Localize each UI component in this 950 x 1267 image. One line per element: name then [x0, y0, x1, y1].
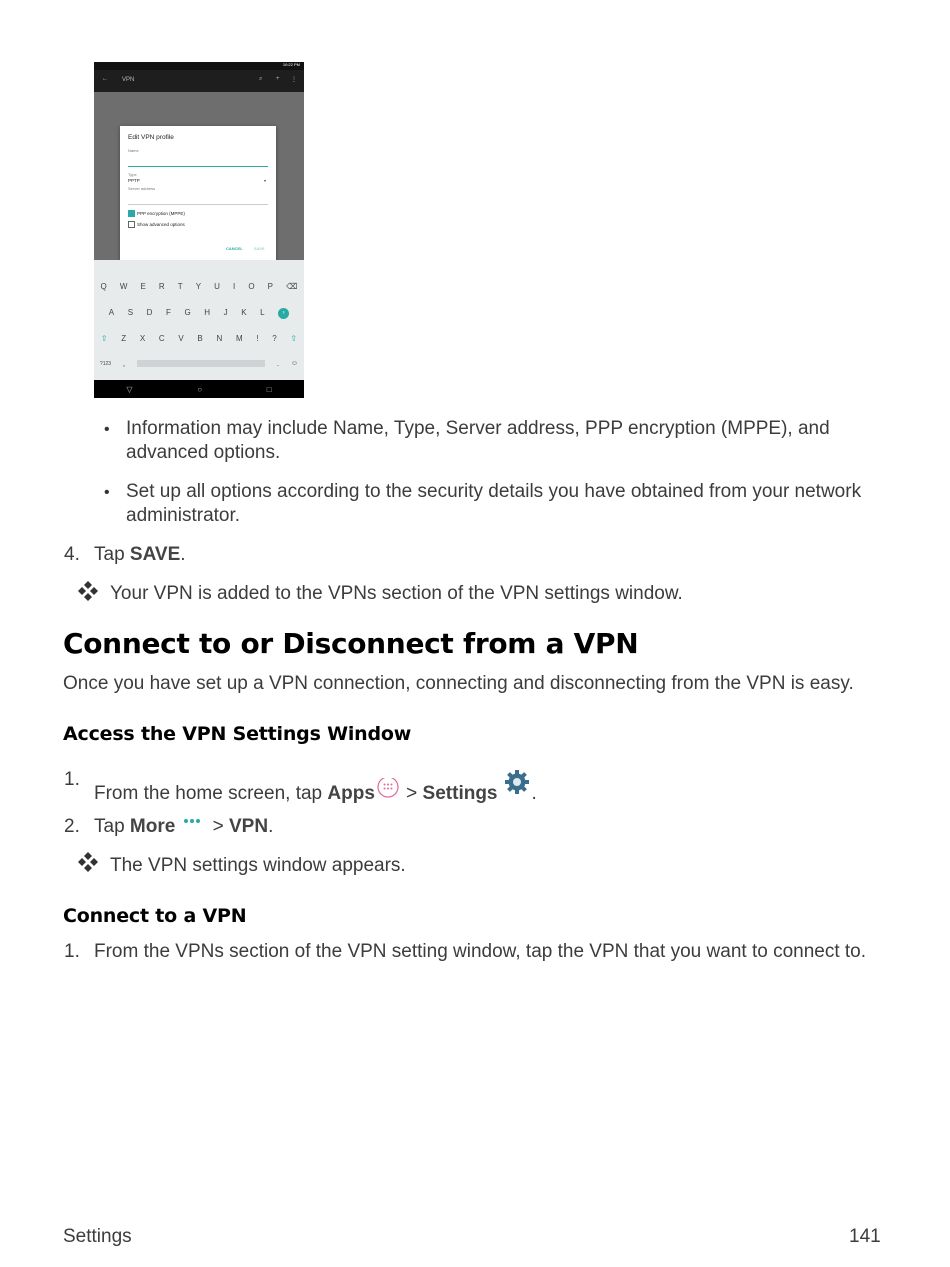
subsection-title-connect: Connect to a VPN — [63, 905, 247, 927]
key: Y — [195, 282, 202, 291]
result-1-text: Your VPN is added to the VPNs section of the VPN settings window. — [110, 583, 683, 604]
connect-step-1-text: From the VPNs section of the VPN setting window, tap the VPN that you want to connect to. — [94, 941, 867, 962]
keyboard-row-3 — [94, 334, 304, 343]
apps-label: Apps — [327, 783, 375, 804]
step-2-post: . — [268, 816, 274, 837]
key: A — [108, 308, 115, 317]
save-button: SAVE — [254, 246, 265, 251]
name-label: Name — [128, 148, 139, 153]
edit-vpn-dialog — [120, 126, 276, 262]
section-title: Connect to or Disconnect from a VPN — [63, 627, 639, 660]
recents-icon: □ — [266, 384, 272, 394]
step-2-sep: > — [207, 816, 229, 837]
key: W — [119, 282, 128, 291]
keyboard-row-2 — [94, 308, 304, 319]
shift-icon: ⇧ — [100, 334, 108, 343]
key: S — [127, 308, 134, 317]
bullet-1-line-1: Information may include Name, Type, Server address, PPP encryption (MPPE), and — [126, 418, 830, 439]
key: V — [178, 334, 184, 343]
subsection-title-access: Access the VPN Settings Window — [63, 723, 412, 745]
ppp-label: PPP encryption (MPPE) — [137, 211, 185, 216]
backspace-icon: ⌫ — [286, 282, 298, 291]
apps-icon — [377, 778, 399, 800]
cancel-button: CANCEL — [226, 246, 243, 251]
step-1-text — [94, 769, 537, 806]
settings-label: Settings — [422, 783, 498, 804]
key: Q — [100, 282, 107, 291]
bullet-2-line-1: Set up all options according to the security details you have obtained from your network — [126, 481, 862, 502]
step-1-sep: > — [400, 783, 423, 804]
bullet-1-line-2: advanced options. — [126, 442, 281, 463]
name-field — [128, 166, 268, 167]
key: I — [233, 282, 236, 291]
step-1-post: . — [531, 783, 537, 804]
intro-text: Once you have set up a VPN connection, connecting and disconnecting from the VPN is easy. — [63, 673, 854, 694]
app-bar-title: VPN — [122, 77, 135, 83]
home-icon: ○ — [197, 384, 203, 394]
step-number: 4. — [64, 544, 80, 565]
server-label: Server address — [128, 186, 156, 191]
vpn-label: VPN — [228, 816, 269, 837]
type-value: PPTP — [128, 178, 140, 183]
overflow-icon: ⋮ — [291, 77, 297, 83]
step-2-pre: Tap — [94, 816, 130, 837]
status-bar — [94, 62, 304, 70]
key: R — [158, 282, 165, 291]
key: F — [165, 308, 171, 317]
comma-key: , — [122, 359, 126, 368]
key: B — [197, 334, 203, 343]
key: C — [158, 334, 165, 343]
more-label: More — [129, 816, 176, 837]
key: ? — [272, 334, 277, 343]
key: H — [204, 308, 211, 317]
dropdown-icon: ▾ — [264, 178, 267, 183]
key: ! — [256, 334, 259, 343]
period-key: . — [276, 359, 280, 368]
step-4-save: SAVE — [129, 544, 181, 565]
bullet-dot: • — [104, 421, 110, 438]
step-4-pre: Tap — [94, 544, 130, 565]
key: L — [260, 308, 265, 317]
advanced-checkbox — [128, 221, 135, 228]
step-4-text — [94, 543, 186, 567]
advanced-label: Show advanced options — [137, 222, 185, 227]
result-diamond-icon — [77, 580, 99, 602]
step-number: 1. — [64, 941, 80, 962]
spacebar — [137, 360, 265, 367]
key: K — [241, 308, 247, 317]
key: D — [146, 308, 153, 317]
step-number: 1. — [64, 769, 80, 790]
keyboard — [94, 260, 304, 380]
step-2-text — [94, 815, 273, 839]
add-icon: + — [276, 76, 280, 82]
status-time: 10:22 PM — [282, 62, 300, 67]
key: P — [267, 282, 273, 291]
type-label: Type — [128, 172, 137, 177]
vpn-profile-screenshot — [94, 62, 304, 398]
shift-icon: ⇧ — [290, 334, 298, 343]
key: N — [216, 334, 223, 343]
key: G — [184, 308, 191, 317]
step-1-pre: From the home screen, tap — [94, 783, 328, 804]
footer-section: Settings — [63, 1226, 132, 1247]
key: U — [214, 282, 220, 291]
search-icon: ⌕ — [259, 76, 263, 82]
key: T — [177, 282, 183, 291]
enter-icon: › — [278, 308, 289, 319]
keyboard-row-4 — [94, 359, 304, 368]
key: J — [223, 308, 228, 317]
bullet-dot: • — [104, 484, 110, 501]
key: O — [248, 282, 255, 291]
result-diamond-icon — [77, 851, 99, 873]
key: X — [139, 334, 146, 343]
app-bar — [94, 70, 304, 92]
result-2-text: The VPN settings window appears. — [110, 855, 406, 876]
bullet-2-line-2: administrator. — [126, 505, 241, 526]
symbols-key: ?123 — [99, 360, 112, 367]
settings-gear-icon — [504, 769, 530, 795]
ppp-checkbox — [128, 210, 135, 217]
dialog-title: Edit VPN profile — [128, 134, 174, 141]
key: E — [140, 282, 146, 291]
page-number: 141 — [849, 1226, 881, 1247]
nav-bar — [94, 380, 304, 398]
emoji-icon: ☺ — [290, 360, 299, 367]
keyboard-row-1 — [94, 282, 304, 291]
server-field — [128, 204, 268, 205]
step-4-post: . — [180, 544, 186, 565]
key: Z — [121, 334, 127, 343]
more-dots-icon — [183, 818, 201, 824]
step-number: 2. — [64, 816, 80, 837]
back-icon: ▽ — [126, 384, 133, 394]
key: M — [235, 334, 243, 343]
back-arrow-icon: ← — [102, 76, 108, 82]
